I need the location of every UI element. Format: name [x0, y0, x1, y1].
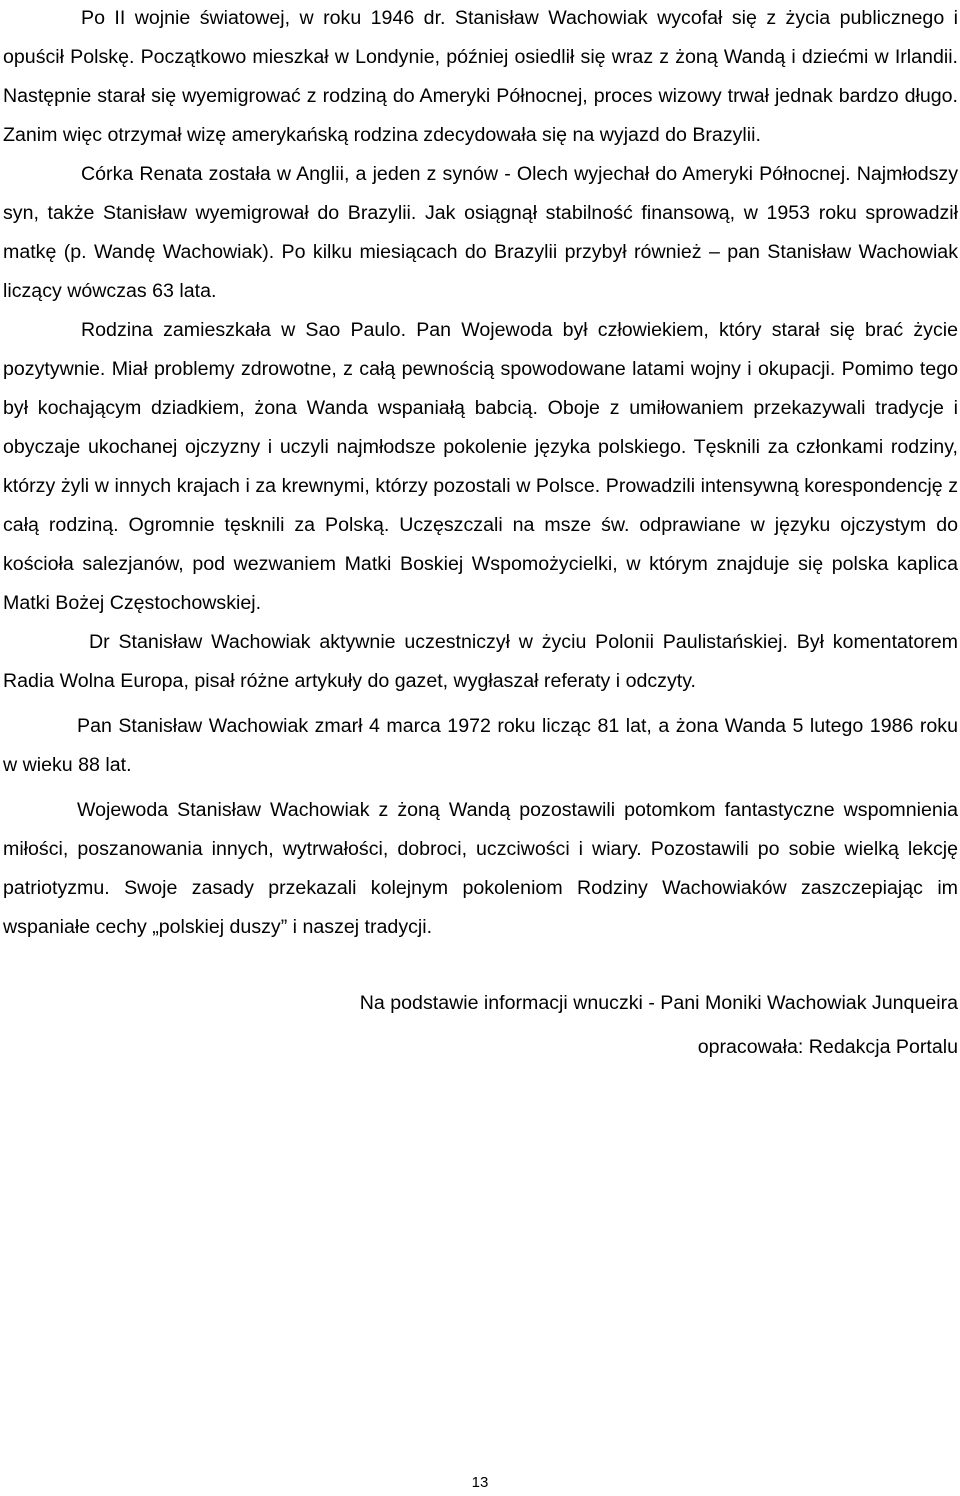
paragraph-sao-paulo: Rodzina zamieszkała w Sao Paulo. Pan Wojewoda był człowiekiem, który starał się brać życie pozytywnie. Miał problemy zdrowotne, z całą pewnością spowodowane latami wojny i okupacji. Pomimo tego był kochającym dziadkiem, żona Wanda wspaniałą babcią. Oboje z umiłowaniem przekazywali tradycje i obyczaje ukochanej ojczyzny i uczyli najmłodsze pokolenie języka polskiego. Tęsknili za członkami rodziny, którzy żyli w innych krajach i za krewnymi, którzy pozostali w Polsce. Prowadzili intensywną korespondencję z całą rodziną. Ogromnie tęsknili za Polską. Uczęszczali na msze św. odprawiane w języku ojczystym do kościoła salezjanów, pod wezwaniem Matki Boskiej Wspomożycielki, w którym znajduje się polska kaplica Matki Bożej Częstochowskiej. [3, 319, 958, 614]
paragraph-children: Córka Renata została w Anglii, a jeden z synów - Olech wyjechał do Ameryki Północnej. Najmłodszy syn, także Stanisław wyemigrował do Brazylii. Jak osiągnął stabilność finansową, w 1953 roku sprowadził matkę (p. Wandę Wachowiak). Po kilku miesiącach do Brazylii przybył również – pan Stanisław Wachowiak liczący wówczas 63 lata. [3, 163, 958, 302]
paragraph-legacy: Wojewoda Stanisław Wachowiak z żoną Wandą pozostawili potomkom fantastyczne wspomnienia miłości, poszanowania innych, wytrwałości, dobroci, uczciwości i wiary. Pozostawili po sobie wielką lekcję patriotyzmu. Swoje zasady przekazali kolejnym pokoleniom Rodziny Wachowiaków zaszczepiając im wspaniałe cechy „polskiej duszy” i naszej tradycji. [3, 799, 958, 938]
document-page [3, 0, 958, 1069]
page-number: 13 [471, 1474, 489, 1491]
paragraph-emigration: Po II wojnie światowej, w roku 1946 dr. Stanisław Wachowiak wycofał się z życia publicznego i opuścił Polskę. Początkowo mieszkał w Londynie, później osiedlił się wraz z żoną Wandą i dziećmi w Irlandii. Następnie starał się wyemigrować z rodziną do Ameryki Północnej, proces wizowy trwał jednak bardzo długo. Zanim więc otrzymał wizę amerykańską rodzina zdecydowała się na wyjazd do Brazylii. [3, 7, 958, 146]
author-line: opracowała: Redakcja Portalu [697, 1036, 958, 1058]
paragraph-death: Pan Stanisław Wachowiak zmarł 4 marca 1972 roku licząc 81 lat, a żona Wanda 5 lutego 1986 roku w wieku 88 lat. [3, 715, 958, 776]
paragraph-polonia: Dr Stanisław Wachowiak aktywnie uczestniczył w życiu Polonii Paulistańskiej. Był komentatorem Radia Wolna Europa, pisał różne artykuły do gazet, wygłaszał referaty i odczyty. [3, 631, 958, 692]
source-line: Na podstawie informacji wnuczki - Pani Moniki Wachowiak Junqueira [359, 992, 958, 1014]
